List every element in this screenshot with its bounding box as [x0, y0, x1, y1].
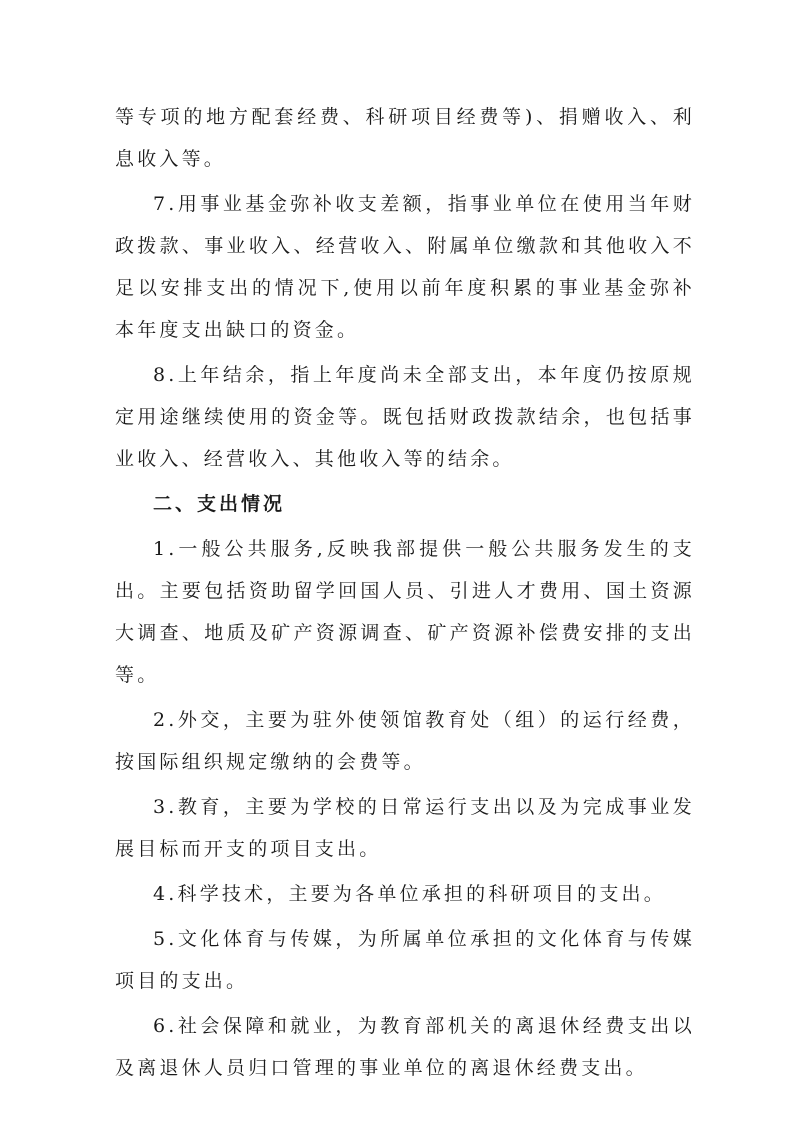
- expenditure-item-1: 1.一般公共服务,反映我部提供一般公共服务发生的支出。主要包括资助留学回国人员、引进人才费用、国土资源大调查、地质及矿产资源调查、矿产资源补偿费安排的支出等。: [115, 538, 695, 686]
- paragraph-continuation: 等专项的地方配套经费、科研项目经费等)、捐赠收入、利息收入等。: [115, 106, 695, 170]
- paragraph-item-8: 8.上年结余，指上年度尚未全部支出，本年度仍按原规定用途继续使用的资金等。既包括财政拨款结余，也包括事业收入、经营收入、其他收入等的结余。: [115, 364, 695, 470]
- expenditure-item-5: 5.文化体育与传媒，为所属单位承担的文化体育与传媒项目的支出。: [115, 928, 695, 992]
- section-heading: 二、支出情况: [153, 493, 286, 515]
- expenditure-item-4: 4.科学技术，主要为各单位承担的科研项目的支出。: [153, 883, 666, 905]
- expenditure-item-2: 2.外交，主要为驻外使领馆教育处（组）的运行经费，按国际组织规定缴纳的会费等。: [115, 709, 695, 773]
- expenditure-item-3: 3.教育，主要为学校的日常运行支出以及为完成事业发展目标而开支的项目支出。: [115, 796, 695, 860]
- document-body: [115, 96, 695, 1092]
- expenditure-item-6: 6.社会保障和就业，为教育部机关的离退休经费支出以及离退休人员归口管理的事业单位的离退休经费支出。: [115, 1015, 695, 1079]
- paragraph-item-7: 7.用事业基金弥补收支差额，指事业单位在使用当年财政拨款、事业收入、经营收入、附属单位缴款和其他收入不足以安排支出的情况下,使用以前年度积累的事业基金弥补本年度支出缺口的资金。: [115, 193, 695, 341]
